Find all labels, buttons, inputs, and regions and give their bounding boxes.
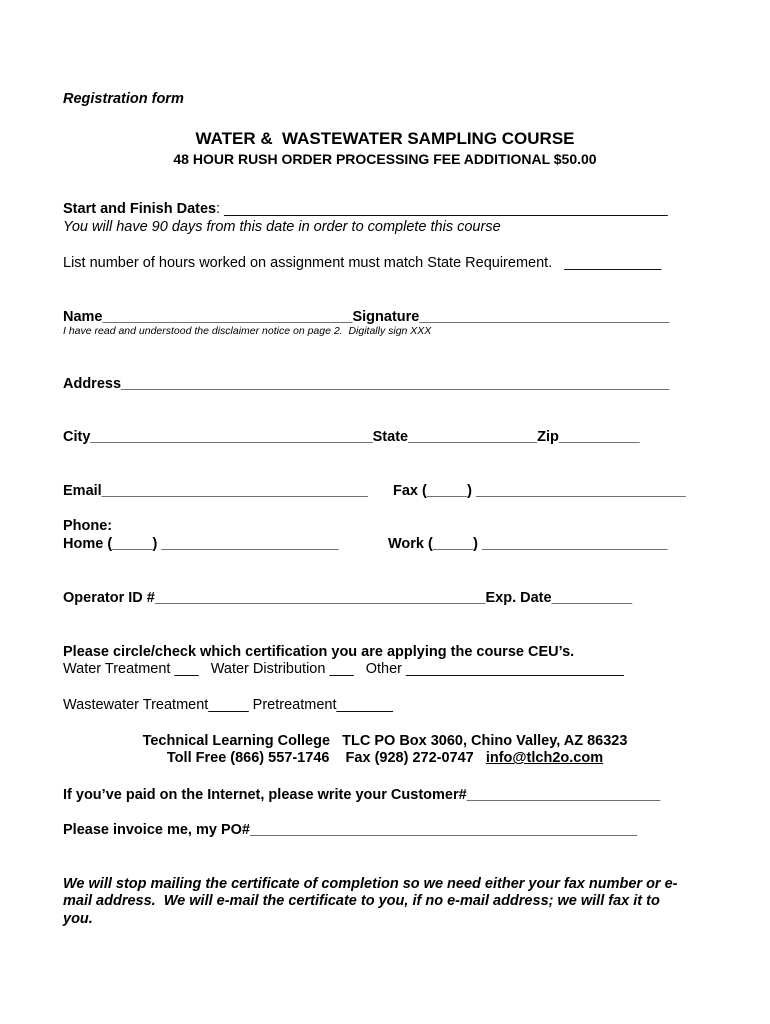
contact-line-2	[0, 749, 770, 767]
email-field[interactable]: Email_________________________________	[63, 483, 368, 499]
dates-field[interactable]	[63, 200, 668, 218]
city-state-zip-field[interactable]: City___________________________________State________________Zip__________	[63, 429, 640, 445]
dates-label: Start and Finish Dates	[63, 201, 217, 217]
address-field[interactable]: Address____________________________________________________________________	[63, 376, 670, 392]
notice-line-2: mail address. We will e-mail the certificate to you, if no e-mail address; we will fax it to	[63, 893, 660, 909]
work-phone-field[interactable]: Work (_____) _______________________	[388, 536, 668, 552]
certification-row-2[interactable]: Wastewater Treatment_____ Pretreatment_______	[63, 697, 393, 713]
certification-prompt: Please circle/check which certification you are applying the course CEU’s.	[63, 644, 575, 660]
phone-label: Phone:	[63, 518, 113, 534]
contact-email-link[interactable]: info@tlch2o.com	[485, 750, 604, 766]
page-subtitle: 48 HOUR RUSH ORDER PROCESSING FEE ADDITIONAL $50.00	[173, 151, 597, 167]
contact-line-1: Technical Learning College TLC PO Box 3060, Chino Valley, AZ 86323	[142, 733, 628, 749]
contact-phone-fax: Toll Free (866) 557-1746 Fax (928) 272-0747	[166, 750, 486, 766]
hours-field[interactable]: List number of hours worked on assignment must match State Requirement. ____________	[63, 255, 662, 271]
page-title: WATER & WASTEWATER SAMPLING COURSE	[195, 129, 575, 148]
fax-field[interactable]: Fax (_____) __________________________	[393, 483, 686, 499]
notice-line-3: you.	[63, 911, 93, 927]
name-signature-field[interactable]: Name_______________________________Signature_______________________________	[63, 309, 670, 325]
home-phone-field[interactable]: Home (_____) ______________________	[63, 536, 339, 552]
form-label: Registration form	[63, 91, 184, 107]
dates-note: You will have 90 days from this date in order to complete this course	[63, 219, 501, 235]
certification-row-1[interactable]: Water Treatment ___ Water Distribution ___ Other ___________________________	[63, 661, 624, 677]
customer-number-field[interactable]: If you’ve paid on the Internet, please write your Customer#________________________	[63, 787, 661, 803]
po-number-field[interactable]: Please invoice me, my PO#________________________________________________	[63, 822, 638, 838]
dates-blank: : _______________________________________________________	[216, 201, 668, 217]
disclaimer-note: I have read and understood the disclaimer notice on page 2. Digitally sign XXX	[63, 325, 432, 337]
operator-id-field[interactable]: Operator ID #_________________________________________Exp. Date__________	[63, 590, 633, 606]
notice-line-1: We will stop mailing the certificate of completion so we need either your fax number or e-	[63, 876, 678, 892]
